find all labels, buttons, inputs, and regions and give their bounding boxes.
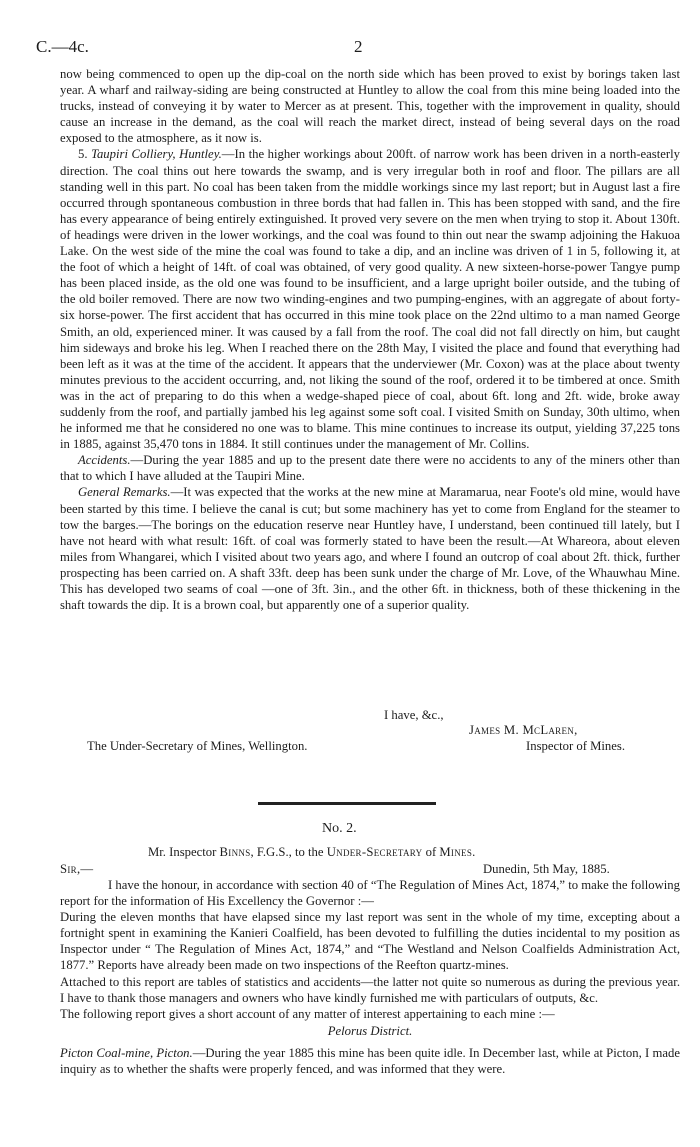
paragraph-heading: General Remarks. xyxy=(78,485,171,500)
paragraph-number: 5. xyxy=(78,147,92,162)
signatory: James M. McLaren, xyxy=(469,723,578,737)
page-number: 2 xyxy=(354,37,363,56)
heading-text: . xyxy=(472,845,476,859)
addressee: The Under-Secretary of Mines, Wellington. xyxy=(87,739,308,753)
paragraph-text: —During the year 1885 and up to the present date there were no accidents to any of the miners other than that to which I have alluded at the Taupiri Mine. xyxy=(60,453,680,484)
closing: I have, &c., xyxy=(384,708,444,722)
paragraph-introduction: I have the honour, in accordance with section 40 of “The Regulation of Mines Act, 1874,” to make the following report for the information of His Excellency the Governor :— xyxy=(60,878,680,909)
paragraph-text: —In the higher workings about 200ft. of narrow work has been driven in a north-easterly direction. The coal thins out here towards the swamp, and is very irregular both in roof and floor. The pillars are all standing well in this part. No coal has been taken from the middle workings since my last report; but in August last a fire occurred through spontaneous combustion in three bords that had fallen in. This has been stopped with sand, and the fire has every appearance of being entirely extinguished. It proved very severe on the men when trying to stop it. About 130ft. of headings were driven in the lower workings, and the coal was found to thin out near the swamp adjoining the Hakuoa Lake. On the west side of the mine the coal was found to take a dip, and an incline was driven of 1 in 5, following it, at the foot of which a height of 14ft. of coal was obtained, of very good quality. A new sixteen-horse-power Tangye pump has been placed inside, as the old one was found to be insufficient, and a large upright boiler outside, and the tubing of the old boiler removed. There are now two winding-engines and two pumping-engines, with an aggregate of about forty-six horse-power. The first accident that has occurred in this mine took place on the 22nd ultimo to a man named George Smith, an old, experienced miner. It was caused by a fall from the roof. The coal did not fall directly on him, but caught him sideways and broke his leg. When I reached there on the 28th May, I visited the place and found that everything had been left as it was at the time of the accident. It appears that the underviewer (Mr. Coxon) was at the place about twenty minutes previous to the accident occurring, and, not liking the sound of the roof, ordered it to be timbered at once. Smith was in the act of preparing to do this when a wedge-shaped piece of coal, about 6ft. long and 2ft. wide, broke away suddenly from the roof, and partially jambed his leg against some soft coal. I visited Smith on Sunday, 30th ultimo, when he informed me that he considered no one was to blame. This mine continues to increase its output, yielding 37,225 tons in 1885, against 35,470 tons in 1884. It still continues under the management of Mr. Collins. xyxy=(60,147,680,452)
district-heading: Pelorus District. xyxy=(327,1023,413,1038)
section-number: No. 2. xyxy=(322,821,357,836)
paragraph-heading: Accidents. xyxy=(78,453,131,468)
paragraph-taupiri-colliery xyxy=(60,146,680,452)
paragraph-following-report: The following report gives a short account of any matter of interest appertaining to each mine :— xyxy=(60,1006,555,1021)
paragraph-text: —During the year 1885 this mine has been quite idle. In December last, while at Picton, I made inquiry as to whether the shafts were properly fenced, and was informed that they were. xyxy=(60,1045,680,1077)
report-part-one xyxy=(60,66,680,613)
report-part-two xyxy=(60,877,680,1077)
paragraph-heading: Picton Coal-mine, Picton. xyxy=(60,1045,193,1060)
document-reference: C.—4c. xyxy=(36,37,89,56)
heading-name: Binns xyxy=(219,845,251,859)
paragraph-general-remarks xyxy=(60,484,680,613)
page-header xyxy=(36,37,664,59)
section-divider xyxy=(258,802,436,805)
signatory-title: Inspector of Mines. xyxy=(526,739,626,753)
heading-text: Mr. Inspector xyxy=(148,845,220,859)
heading-mines: Mines xyxy=(439,845,473,859)
paragraph-text: —It was expected that the works at the new mine at Maramarua, near Foote's old mine, would have been started by this time. I believe the canal is cut; but some machinery has yet to come from England for the steamer to tow the barges.—The borings on the education reserve near Huntley have, I understand, been continued till lately, but I have not heard with what result: 16ft. of coal was formerly stated to have been the result.—At Whareora, about eleven miles from Whangarei, which I visited about two years ago, and where I found an outcrop of coal about 2ft. thick, further prospecting has been carried on. A shaft 33ft. deep has been sunk under the charge of Mr. Love, of the Whauwhau Mine. This has developed two seams of coal —one of 3ft. 3in., and the other 6ft. in thickness, both of these thickening in the shaft towards the dip. It is a brown coal, but apparently one of a superior quality. xyxy=(60,485,680,613)
letter-heading xyxy=(148,844,475,860)
heading-text: of xyxy=(422,845,440,859)
heading-recipient: Under-Secretary xyxy=(326,845,423,859)
salutation: Sir,— xyxy=(60,862,94,876)
paragraph-picton xyxy=(60,1045,680,1077)
heading-text: , F.G.S., to the xyxy=(250,845,327,859)
paragraph-heading: Taupiri Colliery, Huntley. xyxy=(91,147,222,162)
paragraph-accidents xyxy=(60,452,680,484)
paragraph-attachments: Attached to this report are tables of statistics and accidents—the latter not quite so numerous as during the previous year. I have to thank those managers and owners who have kindly furnished me with particulars of outputs, &c. xyxy=(60,974,680,1005)
paragraph-continuation: now being commenced to open up the dip-coal on the north side which has been proved to exist by borings taken last year. A wharf and railway-siding are being constructed at Huntley to allow the coal from this mine being loaded into the trucks, instead of conveying it by water to Mercer as at present. This, together with the improvement in quality, should cause an increase in the demand, as the coal will reach the market direct, instead of being several days on the road exposed to the atmosphere, as it now is. xyxy=(60,67,680,146)
place-date: Dunedin, 5th May, 1885. xyxy=(483,862,610,876)
paragraph-duties: During the eleven months that have elapsed since my last report was sent in the whole of my time, excepting about a fortnight spent in examining the Kanieri Coalfield, has been devoted to fulfilling the duties incidental to my position as Inspector under “ The Regulation of Mines Act, 1874,” and “The Westland and Nelson Coalfields Administration Act, 1877.” Reports have already been made on two inspections of the Reefton quartz-mines. xyxy=(60,910,680,973)
